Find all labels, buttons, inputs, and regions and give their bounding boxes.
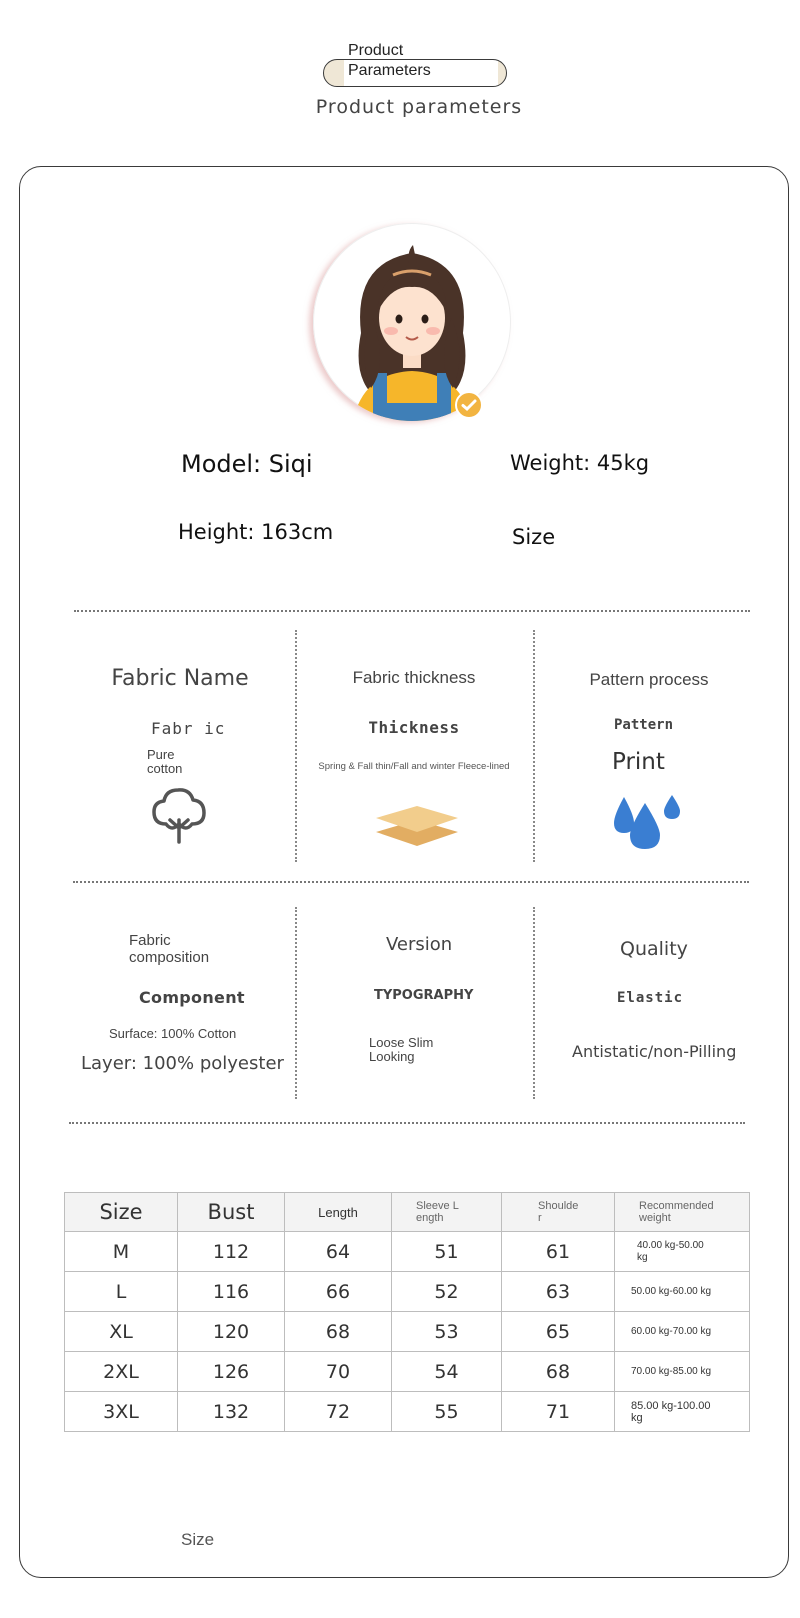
- size-table: [64, 1192, 750, 1432]
- cell-shoulder: 63: [502, 1272, 615, 1312]
- fabric-composition-title: [129, 932, 209, 966]
- girl-avatar-icon: [313, 223, 511, 421]
- cell-bust: 132: [178, 1392, 285, 1432]
- fabric-name-title: Fabric Name: [111, 666, 249, 691]
- cell-size: XL: [65, 1312, 178, 1352]
- header-tag-text: [348, 41, 488, 81]
- fabric-value: [147, 748, 182, 776]
- cell-weight: 40.00 kg-50.00 kg: [615, 1232, 750, 1272]
- composition-title-line-2: composition: [129, 949, 210, 966]
- thickness-label: Thickness: [368, 718, 460, 737]
- cell-size: L: [65, 1272, 178, 1312]
- model-name: Model: Siqi: [181, 450, 313, 478]
- cell-shoulder: 68: [502, 1352, 615, 1392]
- footer-size-label: Size: [181, 1530, 215, 1549]
- header-bust: Bust: [178, 1193, 285, 1232]
- cell-length: 70: [285, 1352, 392, 1392]
- component-label: Component: [139, 988, 245, 1007]
- table-row: [65, 1272, 750, 1312]
- cell-sleeve: 55: [392, 1392, 502, 1432]
- table-row: [65, 1352, 750, 1392]
- cell-length: 72: [285, 1392, 392, 1432]
- composition-title-line-1: Fabric: [129, 932, 171, 949]
- cell-shoulder: 65: [502, 1312, 615, 1352]
- header-shoulder: Shoulde r: [502, 1193, 615, 1232]
- layers-icon: [374, 804, 460, 853]
- fabric-thickness-title: Fabric thickness: [352, 668, 476, 687]
- cell-shoulder: 71: [502, 1392, 615, 1432]
- cell-bust: 126: [178, 1352, 285, 1392]
- page-subtitle: Product parameters: [315, 96, 523, 118]
- version-title: Version: [386, 934, 453, 955]
- header-length: Length: [285, 1193, 392, 1232]
- component-layer: Layer: 100% polyester: [81, 1053, 284, 1074]
- divider-vertical: [533, 630, 535, 862]
- model-avatar: [313, 223, 511, 421]
- verified-check-icon: [455, 391, 483, 419]
- cell-sleeve: 51: [392, 1232, 502, 1272]
- cell-sleeve: 53: [392, 1312, 502, 1352]
- cell-length: 64: [285, 1232, 392, 1272]
- fabric-label: Fabr ic: [151, 719, 226, 738]
- cell-bust: 116: [178, 1272, 285, 1312]
- cell-size: M: [65, 1232, 178, 1272]
- fabric-value-line-1: Pure: [147, 747, 175, 762]
- quality-label: Elastic: [617, 990, 684, 1006]
- table-row: [65, 1232, 750, 1272]
- pattern-value: Print: [612, 749, 665, 775]
- cell-shoulder: 61: [502, 1232, 615, 1272]
- divider-vertical: [295, 630, 297, 862]
- cell-sleeve: 54: [392, 1352, 502, 1392]
- cell-bust: 112: [178, 1232, 285, 1272]
- cotton-plant-icon: [148, 784, 210, 851]
- fabric-value-line-2: cotton: [147, 761, 183, 776]
- pattern-process-title: Pattern process: [589, 670, 709, 689]
- cell-length: 66: [285, 1272, 392, 1312]
- model-weight: Weight: 45kg: [510, 451, 650, 475]
- quality-title: Quality: [620, 938, 688, 960]
- tag-line-2: Parameters: [348, 62, 431, 79]
- divider-vertical: [533, 907, 535, 1099]
- cell-length: 68: [285, 1312, 392, 1352]
- cell-weight: 85.00 kg-100.00 kg: [615, 1392, 750, 1432]
- header-recommended-weight: Recommended weight: [615, 1193, 750, 1232]
- table-row: [65, 1312, 750, 1352]
- version-value-line-1: Loose Slim: [369, 1035, 434, 1050]
- divider-bottom: [69, 1122, 745, 1124]
- model-height: Height: 163cm: [178, 520, 334, 544]
- component-surface: Surface: 100% Cotton: [109, 1026, 237, 1041]
- quality-value: Antistatic/non-Pilling: [572, 1042, 737, 1061]
- cell-sleeve: 52: [392, 1272, 502, 1312]
- table-row: [65, 1392, 750, 1432]
- header-size: Size: [65, 1193, 178, 1232]
- thickness-value: Spring & Fall thin/Fall and winter Fleece-lined: [318, 761, 510, 772]
- pattern-label: Pattern: [614, 717, 674, 733]
- size-table-header: [65, 1193, 750, 1232]
- tag-line-1: Product: [348, 42, 404, 59]
- divider-top: [74, 610, 750, 612]
- cell-weight: 50.00 kg-60.00 kg: [615, 1272, 750, 1312]
- cell-bust: 120: [178, 1312, 285, 1352]
- cell-weight: 60.00 kg-70.00 kg: [615, 1312, 750, 1352]
- model-size: Size: [512, 525, 556, 549]
- cell-size: 2XL: [65, 1352, 178, 1392]
- cell-weight: 70.00 kg-85.00 kg: [615, 1352, 750, 1392]
- version-value: [369, 1036, 433, 1064]
- divider-middle: [73, 881, 749, 883]
- cell-size: 3XL: [65, 1392, 178, 1432]
- header-sleeve-length: Sleeve L ength: [392, 1193, 502, 1232]
- version-value-line-2: Looking: [369, 1049, 415, 1064]
- water-drops-icon: [612, 795, 684, 856]
- divider-vertical: [295, 907, 297, 1099]
- version-label: TYPOGRAPHY: [374, 988, 474, 1003]
